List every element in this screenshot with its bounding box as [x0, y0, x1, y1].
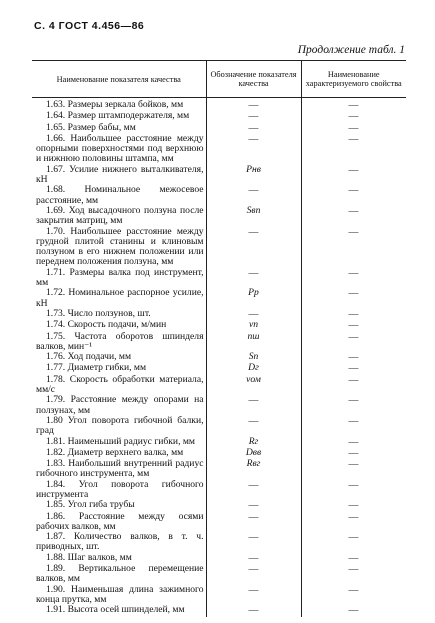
characteristic-text: — [348, 584, 359, 595]
characteristic-text: — [348, 122, 359, 133]
indicator-symbol-text: Sвп [246, 204, 261, 216]
table-continuation-label: Продолжение табл. 1 [297, 44, 405, 56]
indicator-name [32, 500, 206, 511]
indicator-symbol-text: — [248, 100, 259, 110]
indicator-symbol [206, 395, 301, 416]
characteristic [301, 332, 406, 353]
indicator-name-text: 1.90. Наименьшая длина зажимного конца прутка, мм [36, 583, 204, 605]
characteristic-text: — [348, 352, 359, 363]
characteristic-text: — [348, 511, 359, 522]
characteristic [301, 395, 406, 416]
indicator-name-text: 1.84. Угол поворота гибочного инструмента [36, 478, 204, 500]
characteristic-text: — [348, 500, 359, 511]
table-row [32, 512, 406, 533]
table-row [32, 165, 406, 186]
indicator-symbol-text: — [248, 564, 259, 575]
characteristic [301, 111, 406, 122]
indicator-symbol [206, 500, 301, 511]
table-row [32, 416, 406, 437]
indicator-name [32, 585, 206, 606]
characteristic-text: — [348, 288, 359, 299]
table-row [32, 395, 406, 416]
indicator-name [32, 165, 206, 186]
indicator-symbol [206, 123, 301, 134]
indicator-name [32, 459, 206, 480]
indicator-symbol-text: Pнв [246, 163, 261, 175]
indicator-symbol [206, 165, 301, 186]
quality-indicators-table [32, 60, 406, 617]
indicator-symbol-text: — [248, 605, 259, 616]
characteristic [301, 206, 406, 227]
characteristic [301, 564, 406, 585]
indicator-name [32, 564, 206, 585]
table-row [32, 185, 406, 206]
characteristic [301, 448, 406, 459]
characteristic [301, 165, 406, 186]
indicator-name-text: 1.71. Размеры валка под инструмент, мм [36, 266, 204, 289]
table-row [32, 134, 406, 165]
characteristic-text: — [348, 308, 359, 319]
characteristic-text: — [348, 133, 359, 144]
indicator-symbol [206, 309, 301, 320]
characteristic-text: — [348, 447, 359, 458]
characteristic-text: — [348, 363, 359, 374]
indicator-symbol [206, 564, 301, 585]
characteristic [301, 309, 406, 320]
indicator-name-text: 1.89. Вертикальное перемещение валков, мм [36, 563, 204, 585]
indicator-name [32, 111, 206, 122]
table-row [32, 459, 406, 480]
characteristic-text: — [348, 532, 359, 543]
indicator-name-text: 1.76. Ход подачи, мм [46, 351, 132, 363]
indicator-symbol [206, 459, 301, 480]
indicator-name-text: 1.75. Частота оборотов шпинделя валков, мин⁻¹ [36, 330, 204, 352]
indicator-symbol-text: — [248, 479, 259, 490]
characteristic-text: — [348, 267, 359, 278]
table-row [32, 480, 406, 501]
indicator-symbol-text: — [248, 111, 259, 122]
indicator-name [32, 268, 206, 289]
characteristic [301, 416, 406, 437]
indicator-symbol [206, 98, 301, 112]
indicator-symbol-text: — [248, 500, 259, 511]
indicator-name [32, 134, 206, 165]
header-indicator-symbol: Обозначение показателя качества [206, 61, 301, 98]
indicator-symbol-text: — [248, 133, 259, 144]
indicator-symbol [206, 227, 301, 268]
indicator-name [32, 395, 206, 416]
indicator-symbol-text: Rвг [246, 458, 261, 470]
indicator-name [32, 185, 206, 206]
indicator-symbol-text: Dг [248, 362, 259, 374]
characteristic-text: — [348, 205, 359, 216]
indicator-symbol [206, 268, 301, 289]
indicator-name [32, 605, 206, 616]
characteristic-text: — [348, 164, 359, 175]
indicator-symbol [206, 532, 301, 553]
indicator-symbol [206, 416, 301, 437]
characteristic-text: — [348, 374, 359, 385]
indicator-symbol-text: Rг [248, 435, 259, 447]
indicator-name-text: 1.81. Наименьший радиус гибки, мм [46, 435, 196, 447]
indicator-name-text: 1.82. Диаметр верхнего валка, мм [46, 446, 184, 458]
table-row [32, 111, 406, 122]
indicator-name [32, 480, 206, 501]
indicator-symbol [206, 332, 301, 353]
indicator-symbol-text: — [248, 552, 259, 563]
table-row [32, 375, 406, 396]
table-row [32, 585, 406, 606]
indicator-name-text: 1.72. Номинальное распорное усилие, кН [36, 287, 204, 309]
indicator-symbol-text: — [248, 584, 259, 595]
characteristic [301, 553, 406, 564]
table-row [32, 605, 406, 616]
indicator-symbol-text: — [248, 308, 259, 319]
indicator-symbol-text: — [248, 226, 259, 237]
characteristic-text: — [348, 395, 359, 406]
characteristic [301, 459, 406, 480]
indicator-name [32, 416, 206, 437]
indicator-name-text: 1.73. Число ползунов, шт. [46, 307, 151, 319]
indicator-name-text: 1.67. Усилие нижнего выталкивателя, кН [36, 163, 204, 186]
indicator-symbol [206, 134, 301, 165]
indicator-name-text: 1.70. Наибольшее расстояние между грудной плитой станины и клиновым ползуном в его нижнем положении или переднем положения ползуна, мм [36, 225, 204, 268]
characteristic [301, 352, 406, 363]
indicator-name-text: 1.68. Номинальное межосевое расстояние, мм [36, 184, 204, 206]
characteristic-text: — [348, 552, 359, 563]
header-characteristic: Наименование характеризуемого свойства [301, 61, 406, 98]
characteristic [301, 437, 406, 448]
characteristic-text: — [348, 111, 359, 122]
indicator-name-text: 1.77. Диаметр гибки, мм [46, 362, 147, 374]
characteristic [301, 320, 406, 331]
indicator-name-text: 1.64. Размер штамподержателя, мм [46, 110, 190, 122]
table-row [32, 564, 406, 585]
indicator-symbol-text: — [248, 122, 259, 133]
indicator-symbol-text: vп [248, 319, 259, 331]
characteristic-text: — [348, 226, 359, 237]
indicator-name-text: 1.87. Количество валков, в т. ч. приводных, шт. [36, 531, 204, 553]
indicator-name [32, 375, 206, 396]
indicator-name-text: 1.91. Высота осей шпинделей, мм [46, 604, 185, 616]
indicator-symbol-text: — [248, 395, 259, 406]
characteristic-text: — [348, 436, 359, 447]
characteristic [301, 123, 406, 134]
characteristic [301, 98, 406, 112]
indicator-symbol [206, 605, 301, 616]
characteristic-text: — [348, 331, 359, 342]
indicator-symbol [206, 512, 301, 533]
table-row [32, 532, 406, 553]
indicator-symbol-text: vом [246, 373, 261, 385]
indicator-name-text: 1.79. Расстояние между опорами на ползунах, мм [36, 394, 204, 416]
characteristic-text: — [348, 185, 359, 196]
table-header-row [32, 61, 406, 98]
indicator-name-text: 1.88. Шаг валков, мм [46, 551, 132, 563]
indicator-symbol-text: Sп [248, 351, 259, 363]
indicator-name-text: 1.65. Размер бабы, мм [46, 121, 136, 133]
characteristic [301, 480, 406, 501]
table-row [32, 320, 406, 331]
indicator-name [32, 332, 206, 353]
table-row [32, 206, 406, 227]
indicator-name [32, 98, 206, 112]
indicator-name [32, 532, 206, 553]
table-row [32, 500, 406, 511]
indicator-name [32, 206, 206, 227]
indicator-symbol [206, 185, 301, 206]
table-row [32, 288, 406, 309]
characteristic [301, 375, 406, 396]
indicator-symbol [206, 206, 301, 227]
indicator-symbol-text: — [248, 415, 259, 426]
characteristic [301, 605, 406, 616]
indicator-symbol-text: Pр [248, 287, 259, 299]
characteristic-text: — [348, 605, 359, 616]
indicator-symbol-text: Dвв [245, 446, 262, 458]
characteristic [301, 227, 406, 268]
indicator-symbol [206, 553, 301, 564]
characteristic [301, 288, 406, 309]
characteristic [301, 363, 406, 374]
characteristic-text: — [348, 320, 359, 331]
characteristic [301, 585, 406, 606]
page-header: С. 4 ГОСТ 4.456—86 [34, 20, 145, 32]
indicator-name [32, 288, 206, 309]
indicator-symbol-text: nш [247, 330, 260, 342]
indicator-name-text: 1.86. Расстояние между осями рабочих валков, мм [36, 510, 204, 532]
characteristic-text: — [348, 479, 359, 490]
indicator-symbol [206, 585, 301, 606]
indicator-name-text: 1.78. Скорость обработки материала, мм/с [36, 373, 204, 396]
table-row [32, 227, 406, 268]
indicator-symbol [206, 375, 301, 396]
table-row [32, 268, 406, 289]
table-row [32, 332, 406, 353]
indicator-name-text: 1.74. Скорость подачи, м/мин [46, 319, 167, 331]
indicator-name-text: 1.66. Наибольшее расстояние между опорными поверхностями под верхнюю и нижнюю половины штампа, мм [36, 132, 204, 165]
characteristic-text: — [348, 459, 359, 470]
characteristic [301, 500, 406, 511]
indicator-symbol-text: — [248, 511, 259, 522]
characteristic [301, 185, 406, 206]
indicator-name [32, 320, 206, 331]
characteristic [301, 532, 406, 553]
indicator-name-text: 1.80 Угол поворота гибочной балки, град [36, 414, 204, 437]
table-row [32, 98, 406, 112]
characteristic [301, 134, 406, 165]
indicator-name [32, 227, 206, 268]
indicator-name-text: 1.83. Наибольший внутренний радиус гибочного инструмента, мм [36, 458, 204, 480]
characteristic-text: — [348, 100, 359, 110]
indicator-name [32, 512, 206, 533]
indicator-symbol [206, 111, 301, 122]
header-indicator-name: Наименование показателя качества [32, 61, 206, 98]
indicator-name-text: 1.63. Размеры зеркала бойков, мм [46, 99, 184, 110]
indicator-symbol-text: — [248, 185, 259, 196]
characteristic-text: — [348, 564, 359, 575]
indicator-symbol [206, 288, 301, 309]
characteristic [301, 268, 406, 289]
indicator-symbol-text: — [248, 267, 259, 278]
characteristic-text: — [348, 415, 359, 426]
characteristic [301, 512, 406, 533]
indicator-name-text: 1.85. Угол гиба трубы [46, 499, 135, 511]
indicator-name-text: 1.69. Ход высадочного ползуна после закрытия матриц, мм [36, 204, 204, 227]
indicator-symbol-text: — [248, 532, 259, 543]
indicator-symbol [206, 480, 301, 501]
